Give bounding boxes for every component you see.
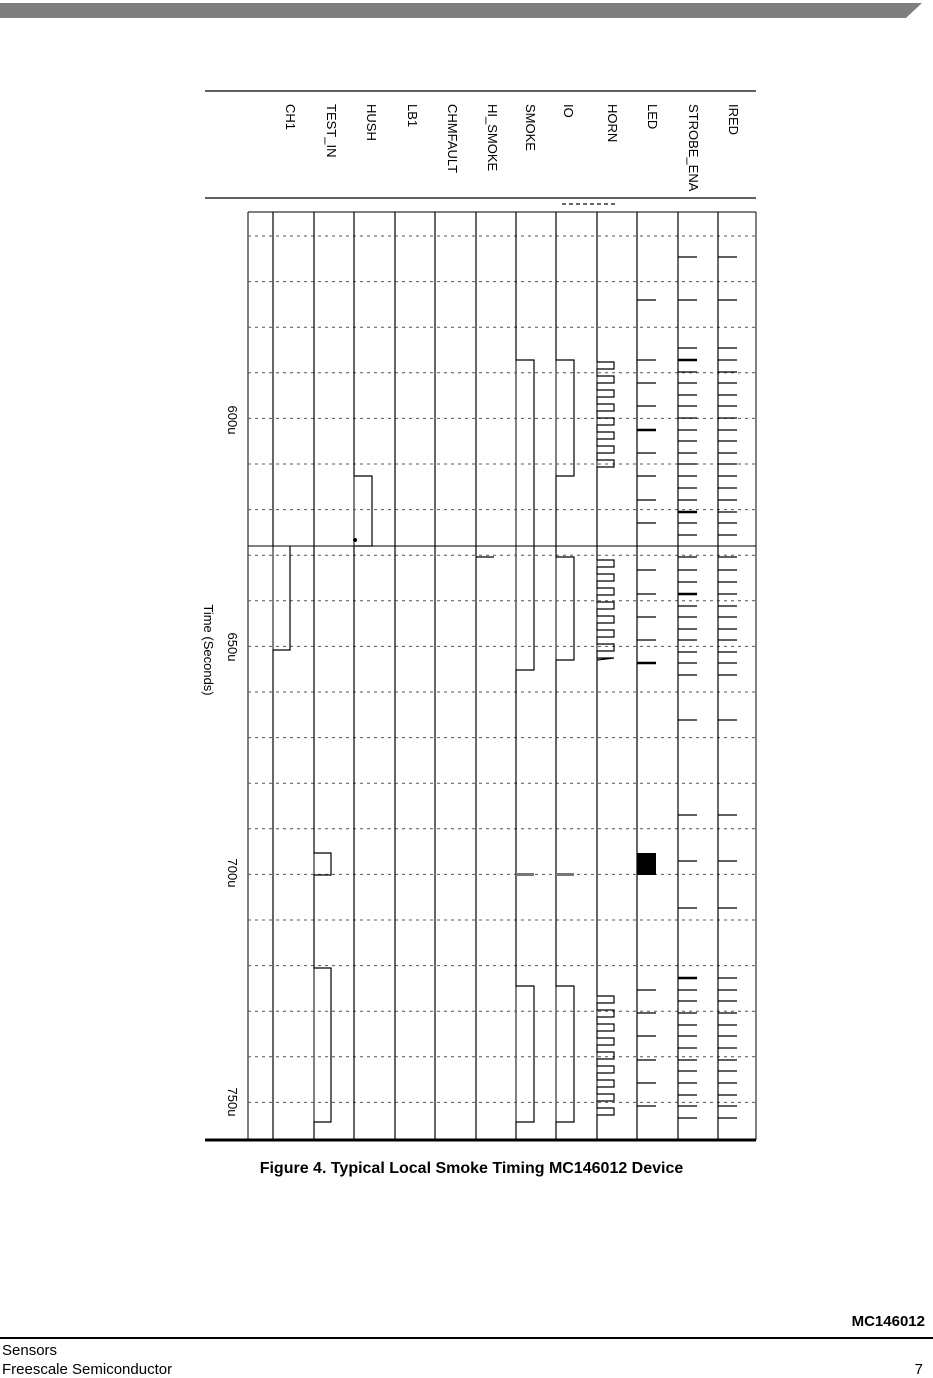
signal-label: TEST_IN xyxy=(324,104,339,158)
footer-divider xyxy=(0,1337,933,1339)
wave-horn-burst xyxy=(597,362,614,474)
legend-mark xyxy=(590,203,594,205)
legend-mark xyxy=(611,203,615,205)
signal-label: HORN xyxy=(605,104,620,143)
signal-label: CHMFAULT xyxy=(445,104,460,174)
smoke-pulse xyxy=(516,873,534,876)
signal-label: LED xyxy=(645,104,660,130)
document-id: MC146012 xyxy=(851,1313,925,1330)
legend-mark xyxy=(604,203,608,205)
wave-horn-burst xyxy=(597,996,614,1116)
signal-label: SMOKE xyxy=(523,104,538,151)
wave-io xyxy=(556,212,574,1140)
time-tick-label: 700u xyxy=(225,858,240,888)
io-pulse xyxy=(556,873,574,876)
signal-label: LB1 xyxy=(405,104,420,128)
led-burst-block xyxy=(637,853,656,875)
hush-marker xyxy=(353,538,357,542)
wave-ch1 xyxy=(273,546,290,1140)
time-axis-label: Time (Seconds) xyxy=(201,604,216,696)
time-tick-label: 750u xyxy=(225,1087,240,1117)
wave-hush xyxy=(354,212,372,1140)
wave-horn-burst xyxy=(597,560,614,660)
wave-smoke xyxy=(516,212,534,1140)
time-tick-label: 650u xyxy=(225,632,240,662)
legend-mark xyxy=(569,203,573,205)
page-number: 7 xyxy=(914,1361,923,1378)
signal-label: HUSH xyxy=(364,104,379,141)
footer-section: Sensors xyxy=(2,1342,58,1359)
signal-label: IO xyxy=(561,104,576,118)
signal-label: CH1 xyxy=(283,104,298,131)
wave-test-in xyxy=(314,212,331,1140)
signal-label: IRED xyxy=(726,104,741,136)
legend-mark xyxy=(576,203,580,205)
signal-label: HI_SMOKE xyxy=(485,104,500,172)
legend-mark xyxy=(583,203,587,205)
legend-mark xyxy=(562,203,566,205)
figure-caption: Figure 4. Typical Local Smoke Timing MC146012 Device xyxy=(259,1160,684,1177)
footer-company: Freescale Semiconductor xyxy=(2,1361,173,1378)
legend-mark xyxy=(597,203,601,205)
time-tick-label: 600u xyxy=(225,405,240,435)
signal-label: STROBE_ENA xyxy=(686,104,701,192)
